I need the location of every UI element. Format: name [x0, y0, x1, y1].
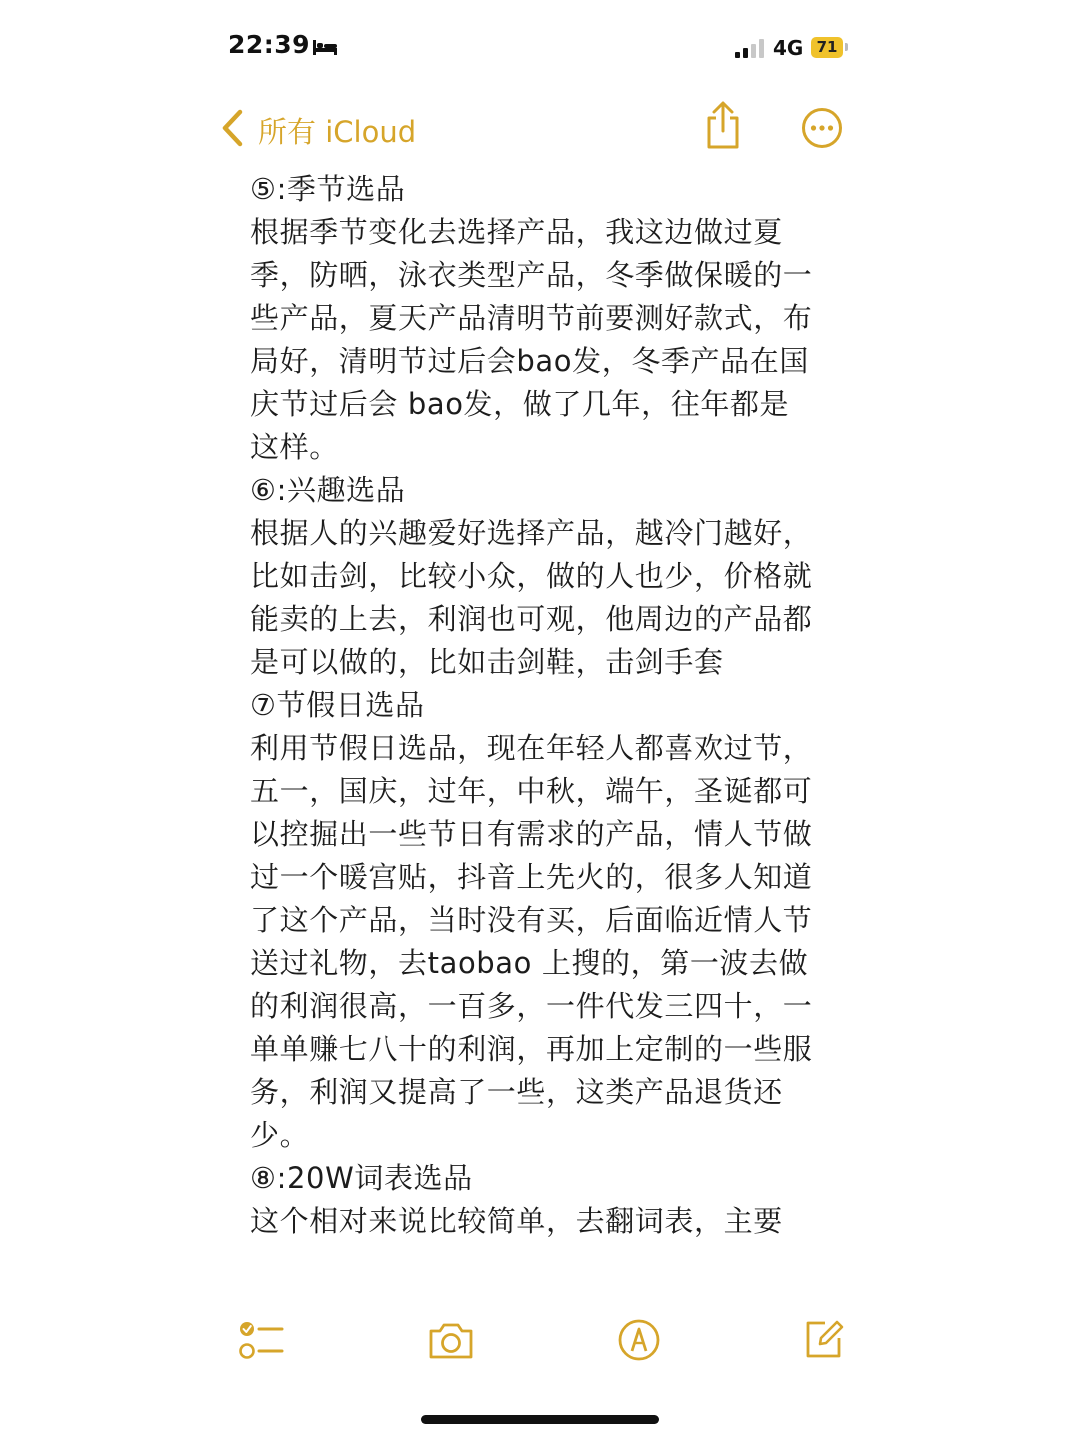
- note-body[interactable]: [250, 168, 815, 1286]
- battery-level: 71: [816, 38, 838, 56]
- note-heading: ⑦节假日选品: [250, 688, 425, 722]
- note-paragraph: 根据人的兴趣爱好选择产品，越冷门越好，比如击剑，比较小众，做的人也少，价格就能卖的上去，利润也可观，他周边的产品都是可以做的，比如击剑鞋，击剑手套: [250, 516, 813, 679]
- battery-indicator: [811, 37, 843, 58]
- note-heading: ⑧:20W词表选品: [250, 1161, 473, 1195]
- note-paragraph: 根据季节变化去选择产品，我这边做过夏季，防晒，泳衣类型产品，冬季做保暖的一些产品，夏天产品清明节前要测好款式，布局好，清明节过后会bao发，冬季产品在国庆节过后会 bao发，做了几年，往年都是这样。: [250, 215, 813, 464]
- more-options-icon[interactable]: [801, 107, 843, 149]
- markup-pen-icon[interactable]: [617, 1318, 661, 1362]
- back-chevron-icon[interactable]: [220, 108, 246, 148]
- camera-icon[interactable]: [427, 1320, 475, 1360]
- network-type: 4G: [773, 36, 804, 60]
- note-paragraph: 这个相对来说比较简单，去翻词表，主要: [250, 1204, 783, 1238]
- back-button[interactable]: 所有 iCloud: [258, 115, 417, 149]
- note-heading: ⑤:季节选品: [250, 172, 406, 206]
- note-paragraph: 利用节假日选品，现在年轻人都喜欢过节，五一，国庆，过年，中秋，端午，圣诞都可以控掘出一些节日有需求的产品，情人节做过一个暖宫贴，抖音上先火的，很多人知道了这个产品，当时没有买，后面临近情人节送过礼物，去taobao 上搜的，第一波去做的利润很高，一百多，一件代发三四十，一单单赚七八十的利润，再加上定制的一些服务，利润又提高了一些，这类产品退货还少。: [250, 731, 813, 1152]
- status-time: 22:39: [228, 30, 311, 59]
- sleep-focus-icon: [312, 38, 338, 56]
- note-heading: ⑥:兴趣选品: [250, 473, 406, 507]
- signal-strength-icon: [735, 38, 767, 58]
- compose-note-icon[interactable]: [803, 1318, 845, 1360]
- checklist-icon[interactable]: [238, 1320, 284, 1362]
- battery-cap: [845, 43, 848, 51]
- home-indicator[interactable]: [421, 1415, 659, 1424]
- ghost-text: [250, 0, 810, 43]
- share-icon[interactable]: [703, 100, 743, 150]
